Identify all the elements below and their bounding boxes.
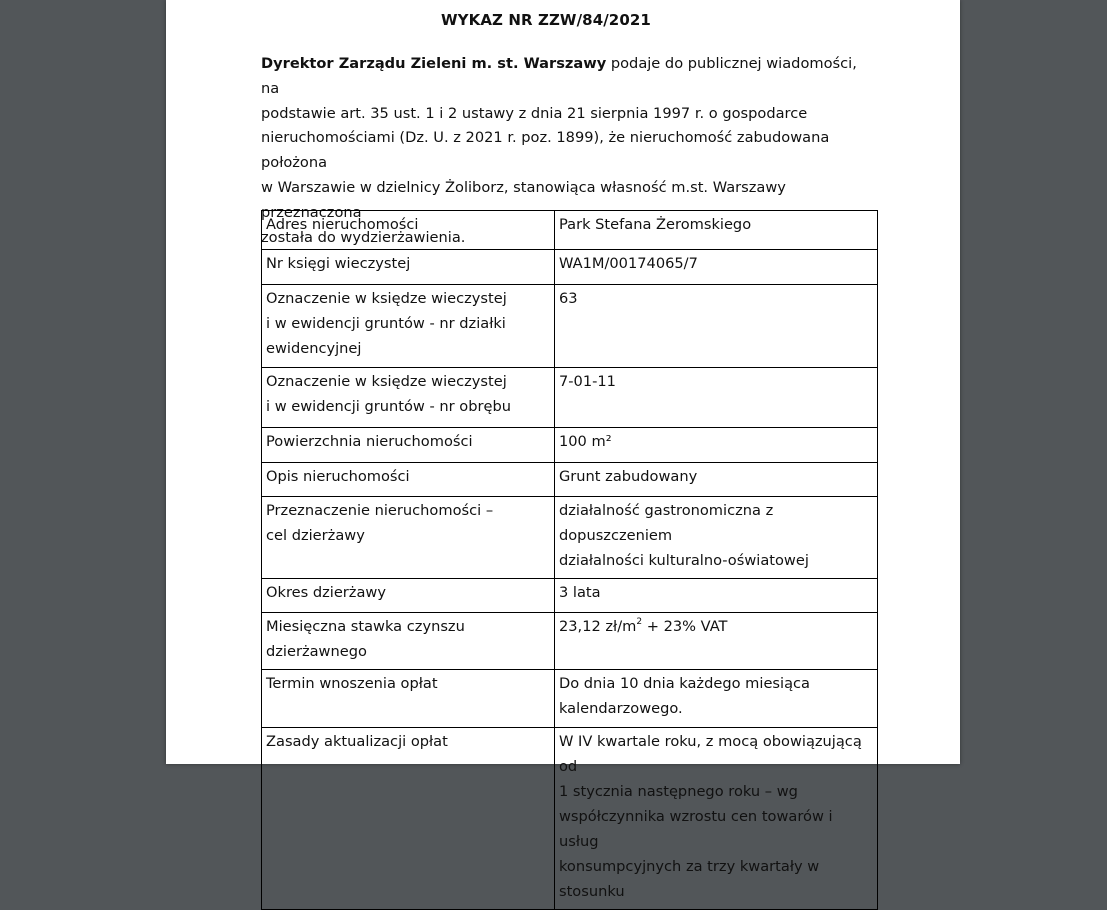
row-value: Do dnia 10 dnia każdego miesiąca kalendarzowego. xyxy=(554,670,877,728)
row-value: 7-01-11 xyxy=(554,368,877,428)
row-label: Okres dzierżawy xyxy=(262,579,555,613)
row-label: Miesięczna stawka czynszu dzierżawnego xyxy=(262,613,555,670)
row-label: Oznaczenie w księdze wieczystej i w ewidencji gruntów - nr działki ewidencyjnej xyxy=(262,285,555,368)
table-row xyxy=(262,250,878,285)
intro-line: w Warszawie w dzielnicy Żoliborz, stanowiąca własność m.st. Warszawy przeznaczona xyxy=(261,178,786,221)
row-value: Park Stefana Żeromskiego xyxy=(554,211,877,250)
intro-line: została do wydzierżawienia. xyxy=(261,228,466,246)
intro-line: podstawie art. 35 ust. 1 i 2 ustawy z dnia 21 sierpnia 1997 r. o gospodarce xyxy=(261,104,808,122)
row-label: Adres nieruchomości xyxy=(262,211,555,250)
intro-bold-text: Dyrektor Zarządu Zieleni m. st. Warszawy xyxy=(261,55,607,72)
table-row xyxy=(262,728,878,910)
table-row xyxy=(262,428,878,463)
row-value: 3 lata xyxy=(554,579,877,613)
row-label: Zasady aktualizacji opłat xyxy=(262,728,555,910)
row-label: Nr księgi wieczystej xyxy=(262,250,555,285)
property-table xyxy=(261,210,878,910)
intro-line: Dyrektor Zarządu Zieleni m. st. Warszawy podaje do publicznej wiadomości, na xyxy=(261,55,857,97)
row-label: Termin wnoszenia opłat xyxy=(262,670,555,728)
row-label: Oznaczenie w księdze wieczystej i w ewidencji gruntów - nr obrębu xyxy=(262,368,555,428)
table-row xyxy=(262,497,878,579)
row-value: działalność gastronomiczna z dopuszczeniem działalności kulturalno-oświatowej xyxy=(554,497,877,579)
row-label: Powierzchnia nieruchomości xyxy=(262,428,555,463)
table-row xyxy=(262,670,878,728)
row-value: Grunt zabudowany xyxy=(554,463,877,497)
row-value: WA1M/00174065/7 xyxy=(554,250,877,285)
table-row xyxy=(262,211,878,250)
row-value: W IV kwartale roku, z mocą obowiązującą od 1 stycznia następnego roku – wg współczynnika wzrostu cen towarów i usług konsumpcyjnych za trzy kwartały w stosunku xyxy=(554,728,877,910)
document-page xyxy=(166,0,960,900)
row-value: 63 xyxy=(554,285,877,368)
table-row xyxy=(262,463,878,497)
intro-line: nieruchomościami (Dz. U. z 2021 r. poz. 1899), że nieruchomość zabudowana położona xyxy=(261,129,830,172)
row-label: Przeznaczenie nieruchomości – cel dzierżawy xyxy=(262,497,555,579)
superscript: 2 xyxy=(636,617,643,628)
row-label: Opis nieruchomości xyxy=(262,463,555,497)
table-row xyxy=(262,285,878,368)
table-row xyxy=(262,613,878,670)
document-title: WYKAZ NR ZZW/84/2021 xyxy=(441,11,651,29)
row-value: 23,12 $zł/m^2 + 23\%$ VAT xyxy=(554,613,877,670)
table-row xyxy=(262,368,878,428)
table-row xyxy=(262,579,878,613)
row-value: 100 m² xyxy=(554,428,877,463)
